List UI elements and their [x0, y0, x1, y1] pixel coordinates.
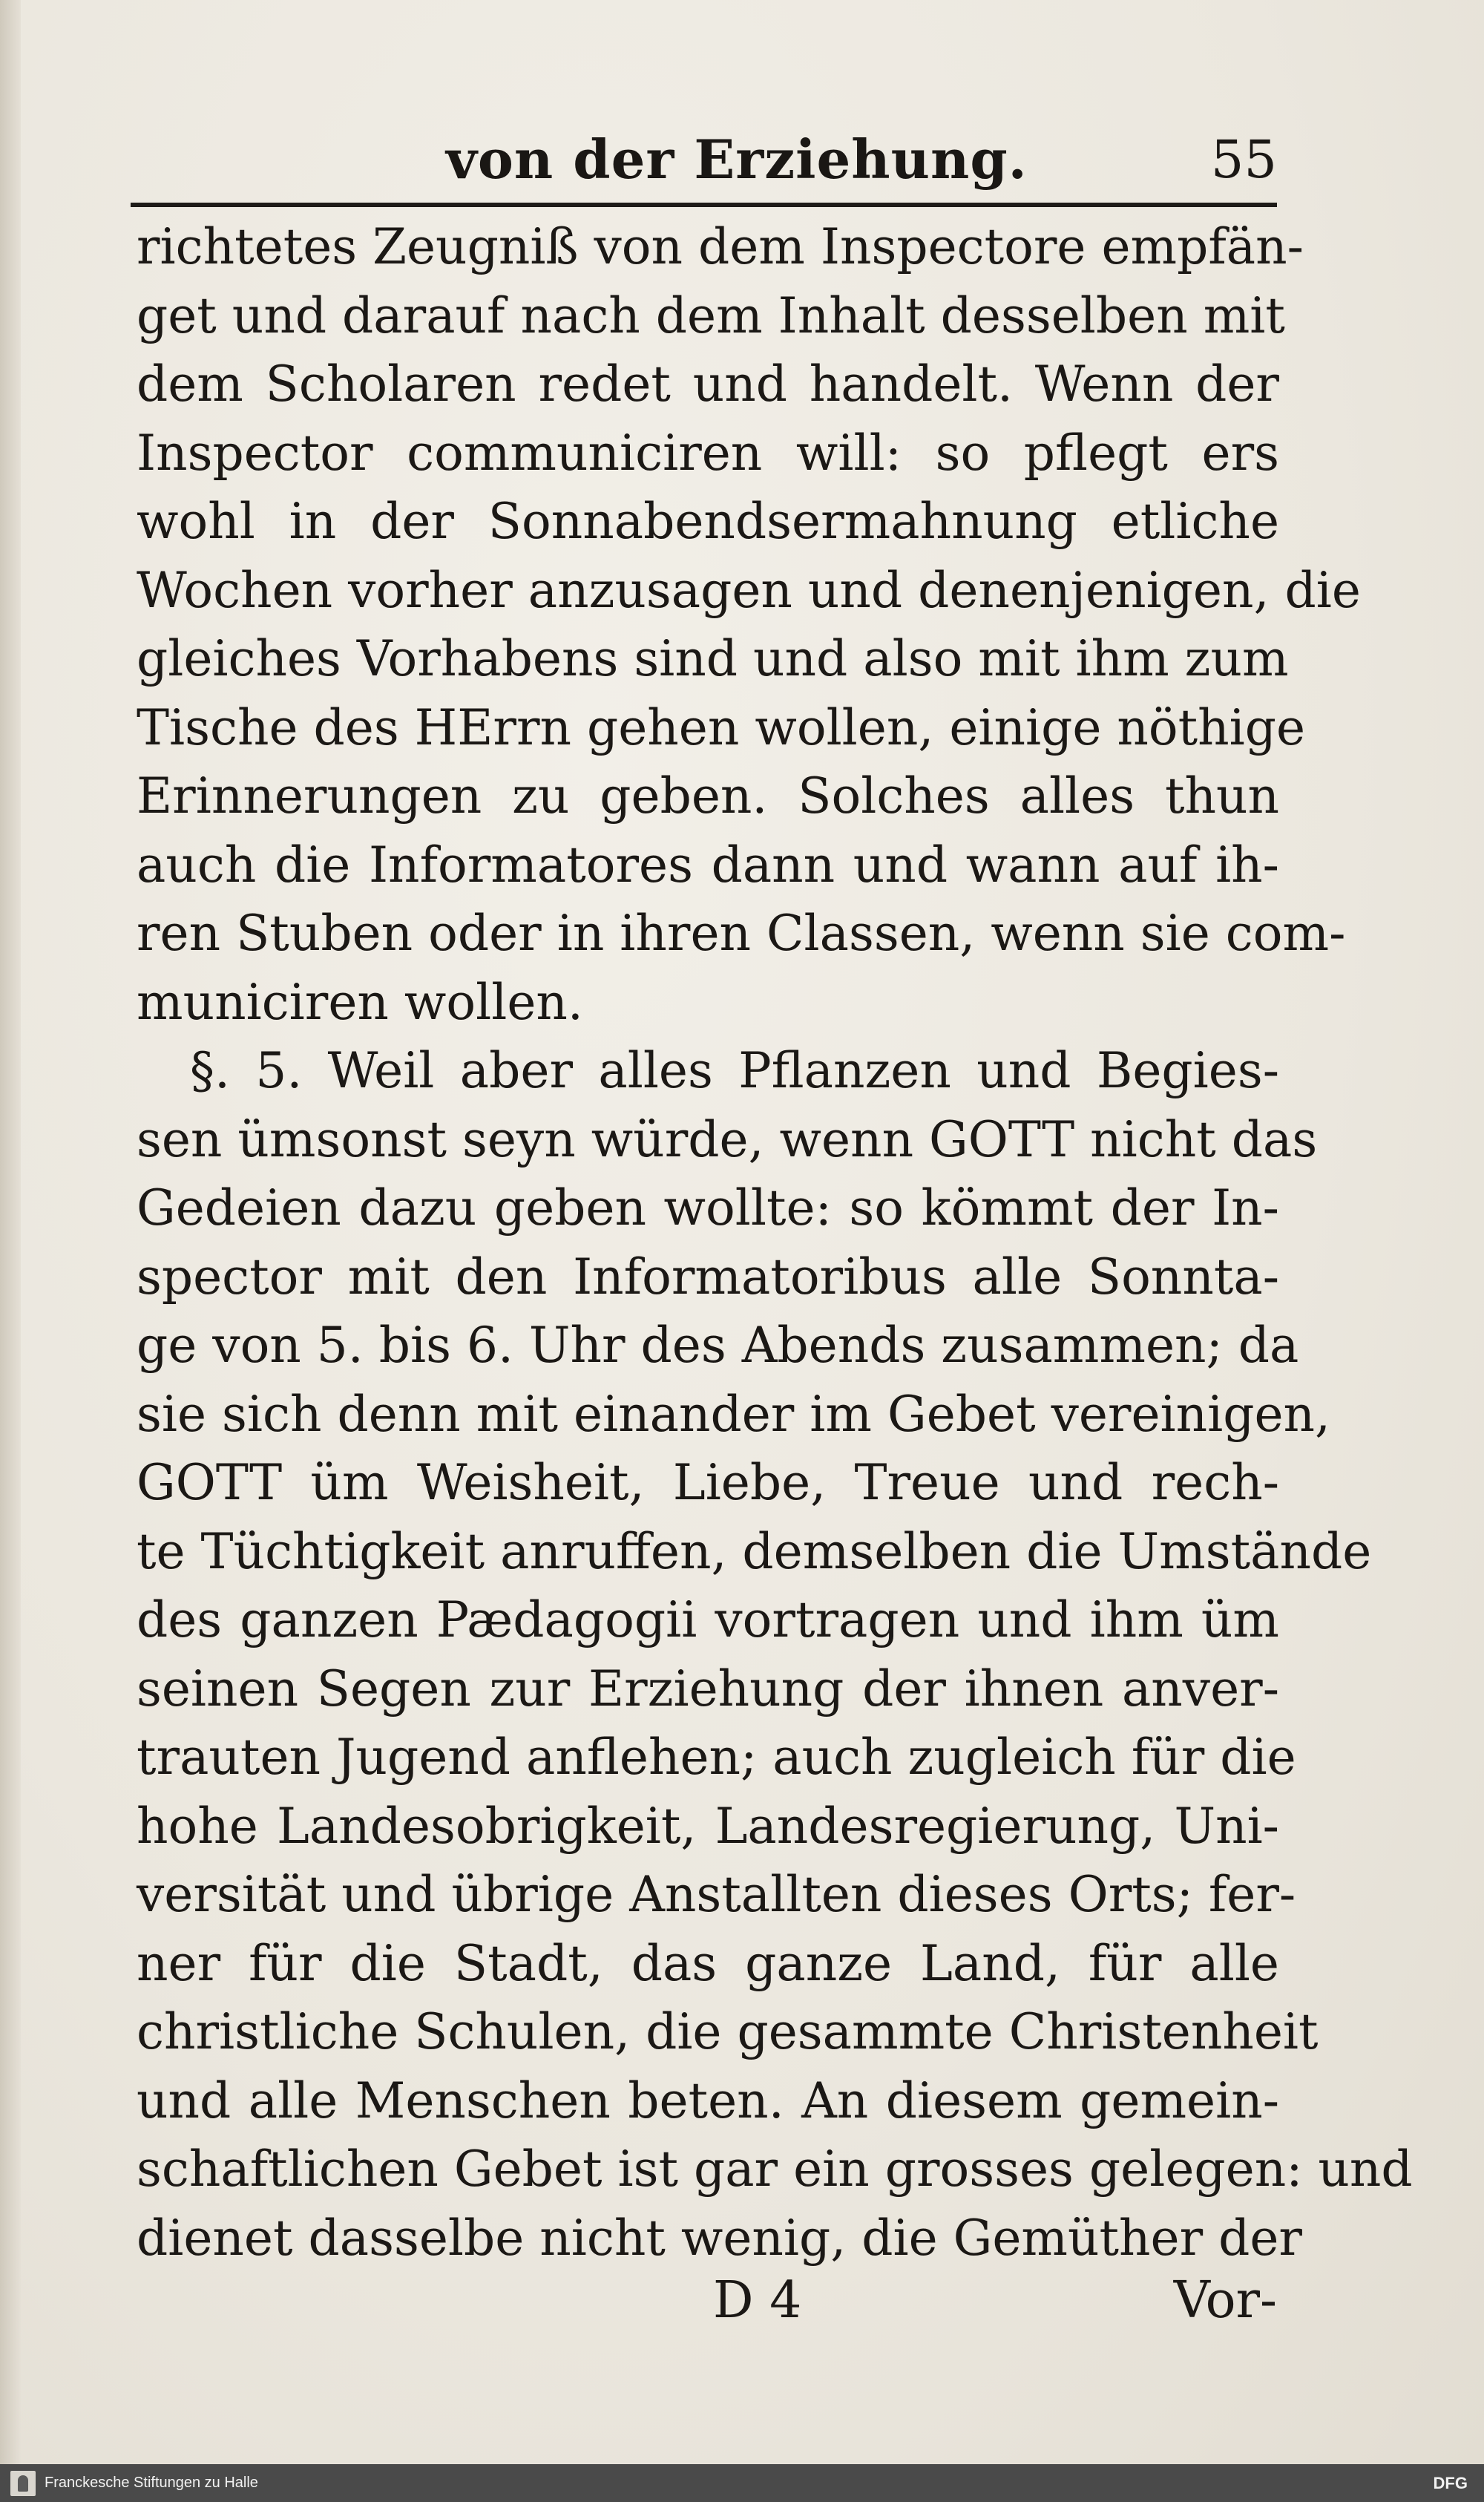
credit-bar [0, 2464, 1484, 2502]
text-line: schaftlichen Gebet ist gar ein grosses gelegen: und [137, 2141, 1413, 2198]
body-text [137, 213, 1413, 2273]
text-line: dienet dasselbe nicht wenig, die Gemüther der [137, 2209, 1302, 2267]
dfg-logo: DFG [1433, 2474, 1468, 2492]
text-line: te Tüchtigkeit anruffen, demselben die Umstände [137, 1522, 1372, 1580]
text-line: trauten Jugend anflehen; auch zugleich für die [137, 1729, 1296, 1786]
text-line: Erinnerungen zu geben. Solches alles thun [137, 767, 1279, 825]
text-line: dem Scholaren redet und handelt. Wenn der [137, 356, 1279, 413]
text-line: seinen Segen zur Erziehung der ihnen anver- [137, 1660, 1279, 1717]
text-line: richtetes Zeugniß von dem Inspectore empfän- [137, 218, 1304, 275]
page-footer [131, 2264, 1277, 2338]
running-title: von der Erziehung. [446, 128, 1028, 191]
text-line: GOTT üm Weisheit, Liebe, Treue und rech- [137, 1454, 1279, 1511]
section-5-first-line: §. 5. Weil aber alles Pflanzen und Begies- [190, 1042, 1279, 1099]
institution-logo-icon [10, 2471, 36, 2496]
text-line: ner für die Stadt, das ganze Land, für alle [137, 1934, 1279, 1992]
text-line: versität und übrige Anstallten dieses Orts; fer- [137, 1866, 1296, 1923]
catchword: Vor- [1173, 2271, 1277, 2330]
text-line: Tische des HErrn gehen wollen, einige nöthige [137, 698, 1306, 756]
text-line: get und darauf nach dem Inhalt desselben mit [137, 286, 1285, 344]
text-line: gleiches Vorhabens sind und also mit ihm zum [137, 630, 1289, 687]
text-line: Inspector communiciren will: so pflegt ers [137, 424, 1279, 482]
signature-mark: D 4 [713, 2271, 802, 2330]
text-line-paragraph-end: municiren wollen. [137, 973, 583, 1031]
text-line: sen ümsonst seyn würde, wenn GOTT nicht das [137, 1110, 1318, 1168]
text-line: Gedeien dazu geben wollte: so kömmt der In- [137, 1179, 1279, 1237]
institution-credit: Franckesche Stiftungen zu Halle [45, 2475, 258, 2491]
text-line: christliche Schulen, die gesammte Christenheit [137, 2003, 1319, 2060]
text-line: spector mit den Informatoribus alle Sonnta- [137, 1248, 1279, 1306]
text-line: Wochen vorher anzusagen und denenjenigen, die [137, 561, 1361, 619]
header-rule [131, 203, 1277, 207]
page-number: 55 [1210, 129, 1277, 190]
text-line: ren Stuben oder in ihren Classen, wenn sie com- [137, 905, 1346, 962]
text-line: auch die Informatores dann und wann auf ih- [137, 836, 1279, 894]
text-line: und alle Menschen beten. An diesem gemein- [137, 2072, 1279, 2129]
page-header [131, 119, 1277, 200]
page-gutter-shadow [0, 0, 21, 2464]
text-line: sie sich denn mit einander im Gebet vereinigen, [137, 1385, 1331, 1443]
text-line: des ganzen Pædagogii vortragen und ihm üm [137, 1591, 1279, 1648]
text-line: hohe Landesobrigkeit, Landesregierung, Uni- [137, 1797, 1279, 1855]
text-line: wohl in der Sonnabendsermahnung etliche [137, 493, 1279, 550]
text-line: ge von 5. bis 6. Uhr des Abends zusammen; da [137, 1317, 1299, 1374]
